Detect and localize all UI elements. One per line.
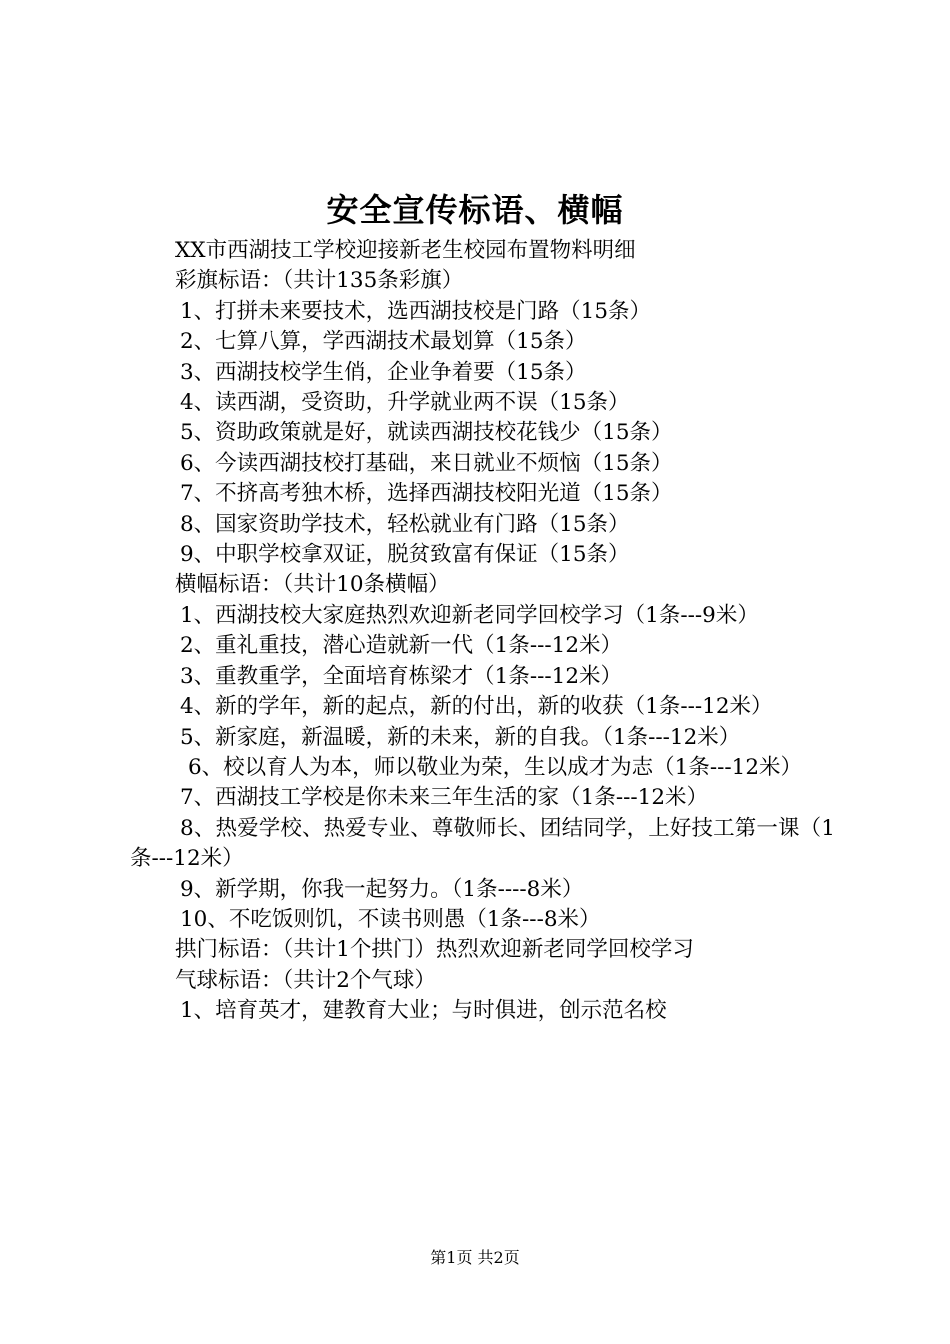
paragraph: 6、校以育人为本，师以敬业为荣，生以成才为志（1条---12米） [188, 754, 803, 780]
paragraph: 3、西湖技校学生俏，企业争着要（15条） [180, 359, 587, 385]
paragraph: 3、重教重学，全面培育栋梁才（1条---12米） [180, 663, 623, 689]
paragraph: 4、新的学年，新的起点，新的付出，新的收获（1条---12米） [180, 694, 773, 720]
paragraph: 1、西湖技校大家庭热烈欢迎新老同学回校学习（1条---9米） [180, 602, 759, 628]
paragraph: 5、新家庭，新温暖，新的未来，新的自我。（1条---12米） [180, 724, 741, 750]
paragraph: 9、中职学校拿双证，脱贫致富有保证（15条） [180, 542, 630, 568]
paragraph: 1、培育英才，建教育大业；与时俱进，创示范名校 [180, 998, 667, 1024]
paragraph: 4、读西湖，受资助，升学就业两不误（15条） [180, 390, 630, 416]
document-title: 安全宣传标语、横幅 [326, 191, 624, 229]
paragraph: 6、今读西湖技校打基础，来日就业不烦恼（15条） [180, 450, 673, 476]
paragraph: 2、七算八算，学西湖技术最划算（15条） [180, 329, 587, 355]
paragraph: 9、新学期，你我一起努力。（1条----8米） [180, 876, 584, 902]
paragraph: 10、不吃饭则饥，不读书则愚（1条---8米） [180, 906, 601, 932]
paragraph: 8、国家资助学技术，轻松就业有门路（15条） [180, 511, 630, 537]
paragraph: 7、不挤高考独木桥，选择西湖技校阳光道（15条） [180, 481, 673, 507]
paragraph: 7、西湖技工学校是你未来三年生活的家（1条---12米） [180, 785, 709, 811]
paragraph: 横幅标语：（共计10条横幅） [175, 572, 450, 598]
paragraph: 1、打拼未来要技术，选西湖技校是门路（15条） [180, 298, 652, 324]
paragraph: 8、热爱学校、热爱专业、尊敬师长、团结同学，上好技工第一课（1条---12米） [130, 815, 835, 872]
paragraph: 5、资助政策就是好，就读西湖技校花钱少（15条） [180, 420, 673, 446]
paragraph: 2、重礼重技，潜心造就新一代（1条---12米） [180, 633, 623, 659]
paragraph: 拱门标语：（共计1个拱门）热烈欢迎新老同学回校学习 [175, 937, 694, 963]
paragraph: XX市西湖技工学校迎接新老生校园布置物料明细 [175, 238, 636, 263]
paragraph: 气球标语：（共计2个气球） [175, 967, 436, 993]
page-footer: 第1页 共2页 [430, 1248, 520, 1267]
document-body [130, 236, 835, 1027]
paragraph: 彩旗标语：（共计135条彩旗） [175, 268, 464, 294]
